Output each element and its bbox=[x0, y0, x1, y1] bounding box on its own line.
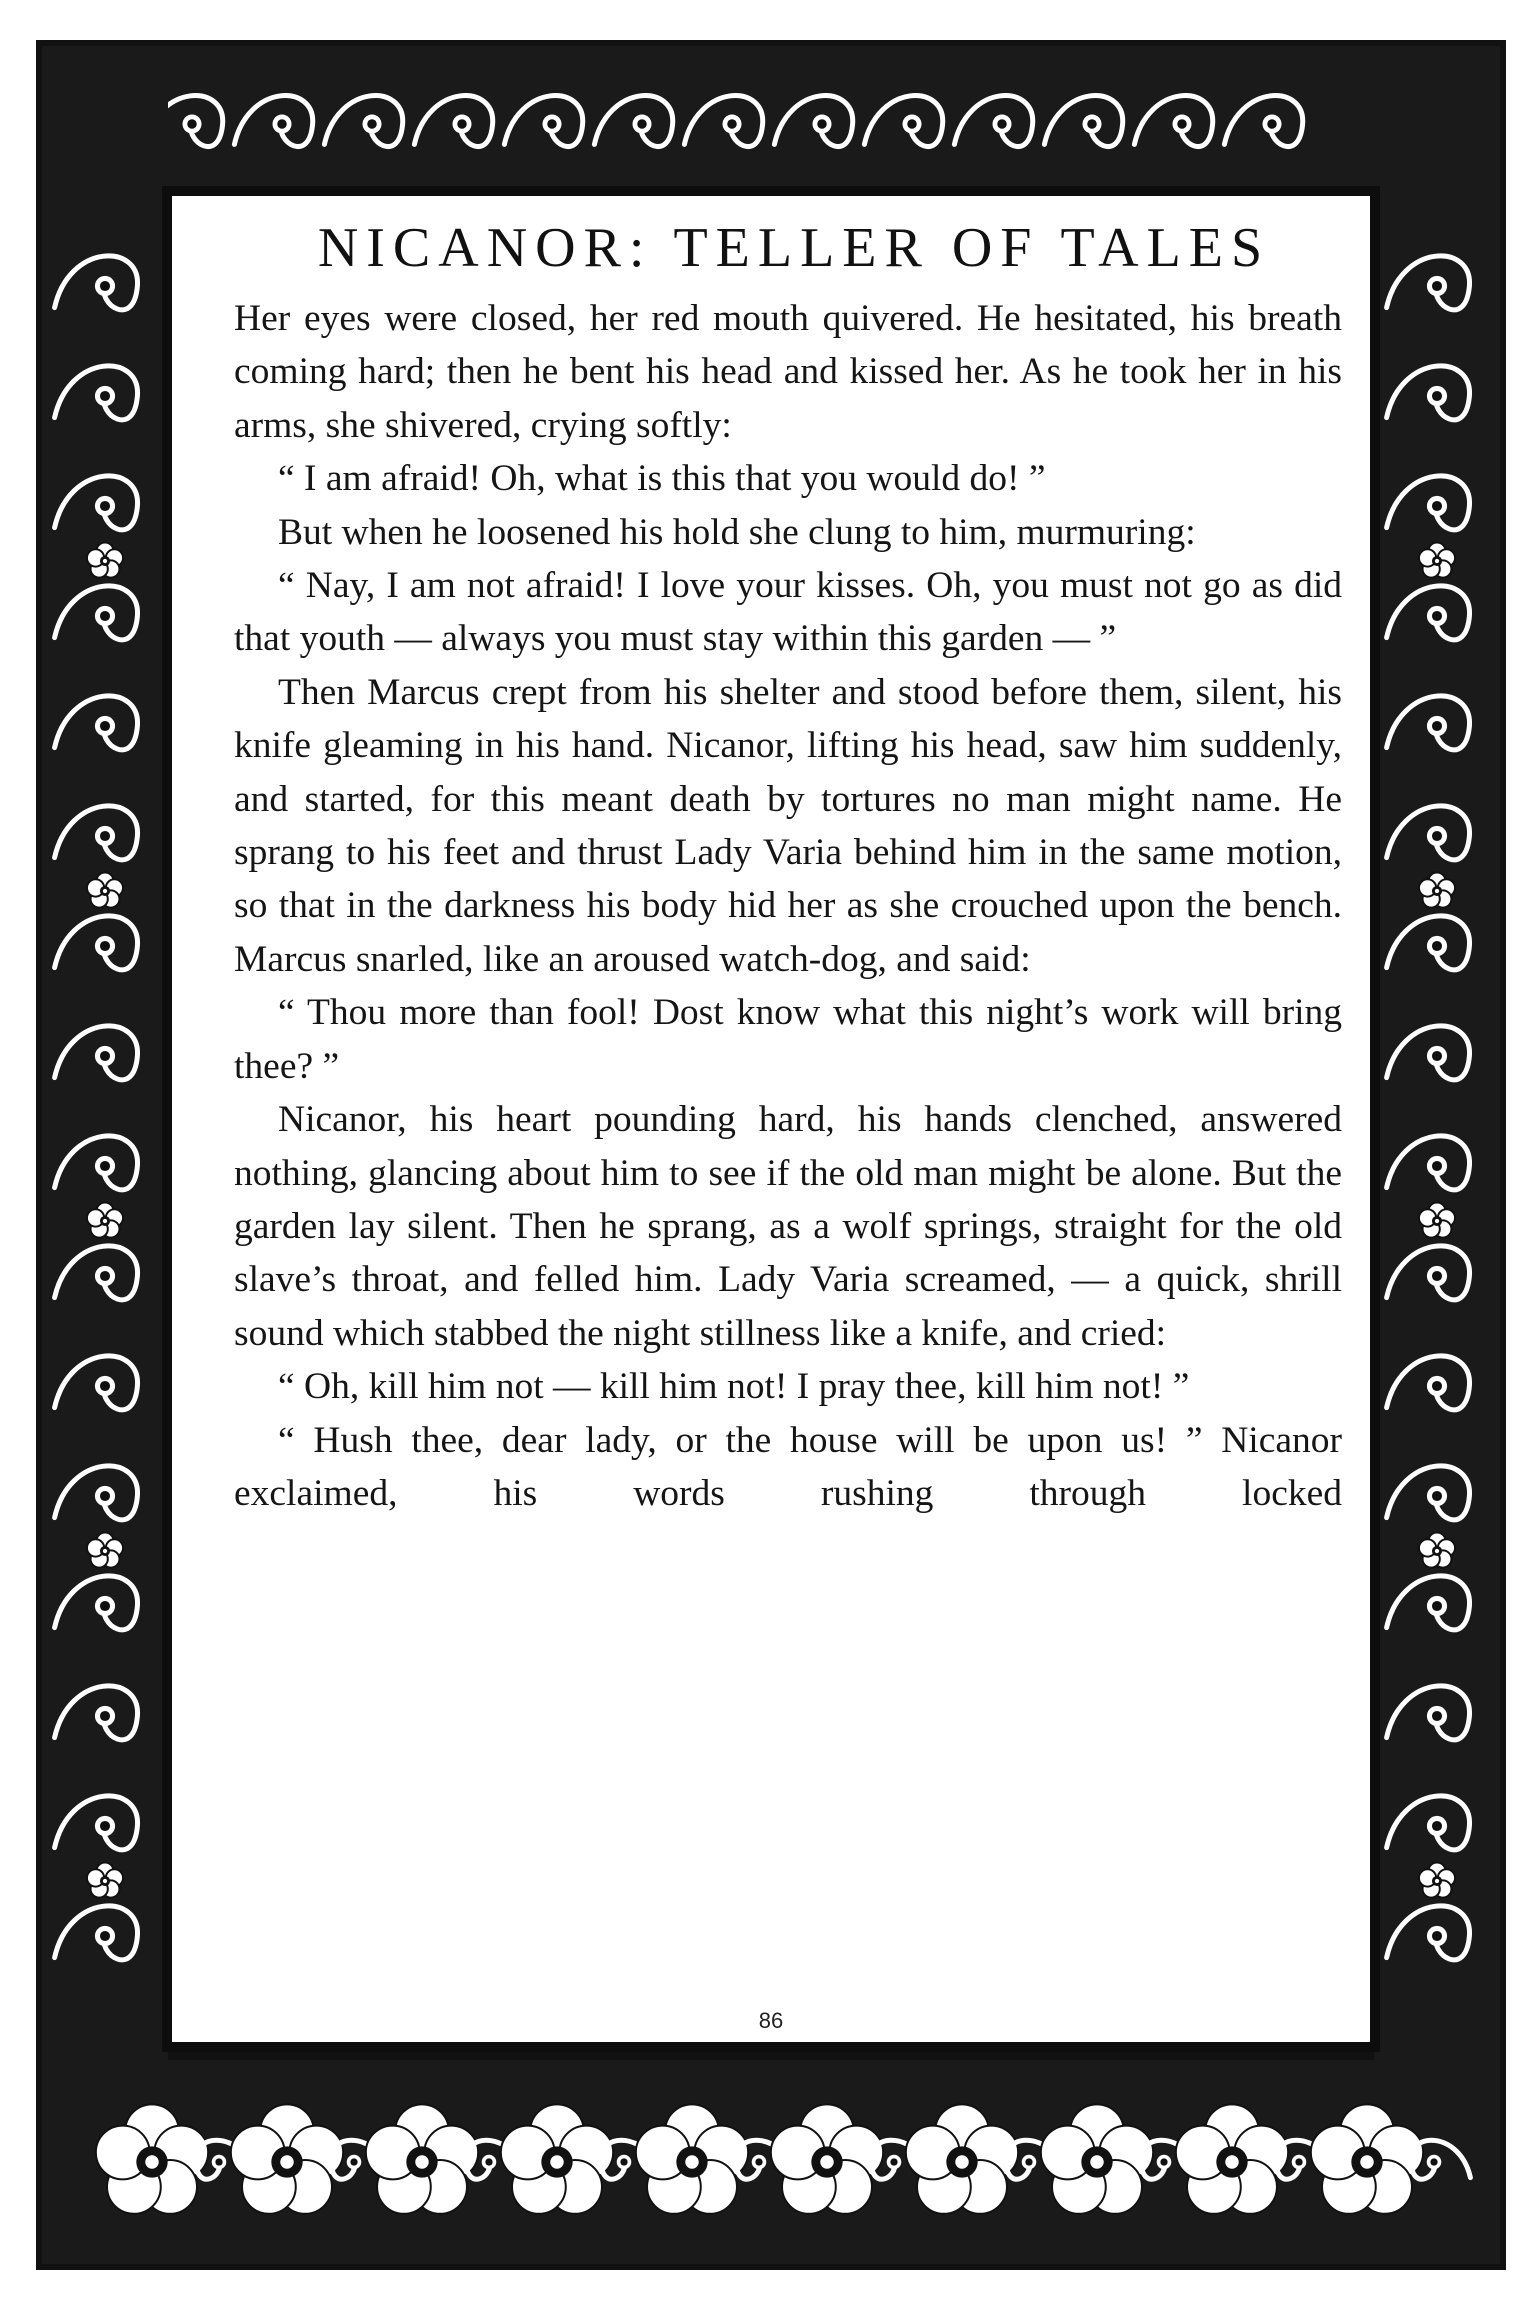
body-text bbox=[234, 292, 1342, 1520]
right-ornamental-border bbox=[1374, 46, 1500, 2264]
paragraph: “ Hush thee, dear lady, or the house will be upon us! ” Nicanor exclaimed, his words rushing through locked bbox=[234, 1419, 1342, 1514]
paragraph: Her eyes were closed, her red mouth quivered. He hesitated, his breath coming hard; then he bent his head and kissed her. As he took her in his arms, she shivered, crying softly: bbox=[234, 298, 1342, 446]
paragraph: Then Marcus crept from his shelter and stood before them, silent, his knife gleaming in his hand. Nicanor, lifting his head, saw him suddenly, and started, for this meant death by tortures no man might name. He sprang to his feet and thrust Lady Varia behind him in the same motion, so that in the darkness his body hid her as she crouched upon the bench. Marcus snarled, like an aroused watch-dog, and said: bbox=[234, 671, 1342, 980]
paragraph: “ Thou more than fool! Dost know what this night’s work will bring thee? ” bbox=[234, 992, 1342, 1087]
page-title: NICANOR: TELLER OF TALES bbox=[317, 217, 1271, 279]
left-ornamental-border bbox=[42, 46, 168, 2264]
bottom-ornamental-border bbox=[42, 2060, 1500, 2264]
floral-rosette-icon bbox=[42, 2060, 1500, 2264]
foliate-scroll-icon bbox=[42, 46, 1500, 196]
paragraph: “ Oh, kill him not — kill him not! I pray thee, kill him not! ” bbox=[278, 1366, 1190, 1408]
vine-scroll-icon bbox=[42, 46, 168, 2264]
paragraph: But when he loosened his hold she clung to him, murmuring: bbox=[278, 511, 1196, 553]
text-panel bbox=[162, 186, 1380, 2052]
vine-scroll-icon bbox=[1374, 46, 1500, 2264]
paragraph: “ I am afraid! Oh, what is this that you would do! ” bbox=[278, 458, 1046, 500]
paragraph: “ Nay, I am not afraid! I love your kisses. Oh, you must not go as did that youth — always you must stay within this garden — ” bbox=[234, 565, 1342, 660]
paragraph: Nicanor, his heart pounding hard, his hands clenched, answered nothing, glancing about him to see if the old man might be alone. But the garden lay silent. Then he sprang, as a wolf springs, straight for the old slave’s throat, and felled him. Lady Varia screamed, — a quick, shrill sound which stabbed the night stillness like a knife, and cried: bbox=[234, 1099, 1342, 1354]
top-ornamental-border bbox=[42, 46, 1500, 196]
page-number: 86 bbox=[758, 2008, 784, 2033]
